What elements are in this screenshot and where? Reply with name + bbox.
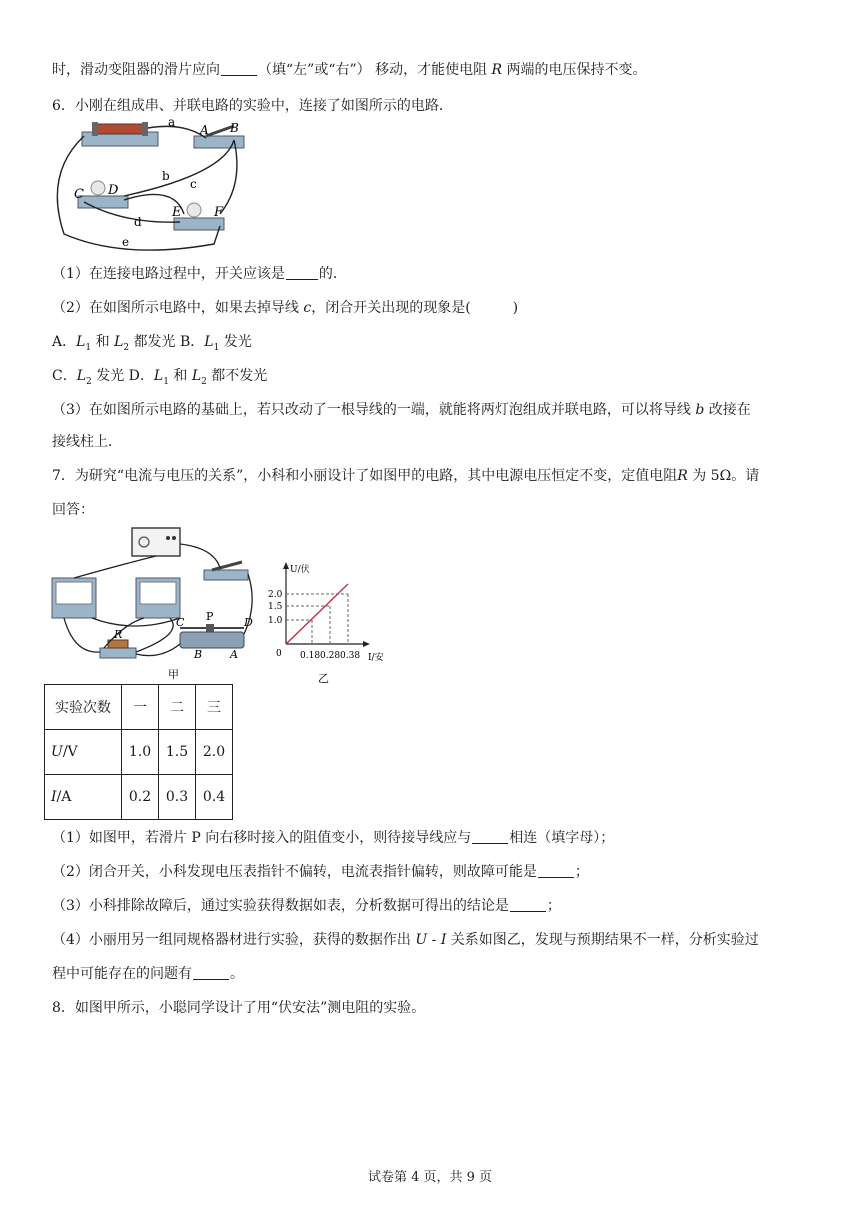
answer-blank: [472, 829, 508, 844]
label-R: R: [114, 628, 123, 641]
label-C: C: [74, 187, 84, 202]
table-cell: 1.0: [122, 730, 159, 775]
table-row-label: U/V: [45, 730, 122, 775]
table-header-cell: 三: [196, 685, 233, 730]
q7-data-table: [44, 684, 233, 820]
answer-blank: [193, 965, 229, 980]
graph-ylabel: U/伏: [290, 565, 310, 575]
label-c: c: [190, 177, 197, 191]
ytick: 2.0: [268, 590, 283, 600]
table-cell: 1.5: [159, 730, 196, 775]
table-cell: 0.4: [196, 775, 233, 820]
q7-part4-line2: 程中可能存在的问题有 。: [52, 966, 244, 982]
graph-origin: 0: [276, 649, 282, 659]
q6-part1: （1）在连接电路过程中，开关应该是 的．: [52, 266, 347, 282]
label-d: d: [134, 215, 142, 229]
q7-part2: （2）闭合开关，小科发现电压表指针不偏转，电流表指针偏转，则故障可能是 ；: [52, 864, 589, 880]
label-a: a: [168, 115, 176, 129]
xtick: 0.38: [340, 651, 361, 661]
table-cell: 0.2: [122, 775, 159, 820]
table-header-cell: 一: [122, 685, 159, 730]
label-D: D: [244, 616, 253, 629]
table-row: [45, 775, 233, 820]
caption-jia: 甲: [168, 668, 179, 681]
q6-options-ab: A．$L_1$ 和 $L_2$ 都发光 B．$L_1$ 发光: [52, 334, 252, 353]
q7-circuit-figure-jia: [44, 524, 260, 684]
q7-part1: （1）如图甲，若滑片 P 向右移时接入的阻值变小，则待接导线应与 相连（填字母）；: [52, 830, 615, 846]
q6-options-cd: C．$L_2$ 发光 D．$L_1$ 和 $L_2$ 都不发光: [52, 368, 268, 387]
table-row: [45, 730, 233, 775]
label-E: E: [172, 205, 182, 220]
xtick: 0.28: [320, 651, 341, 661]
q7-part4-line1: （4）小丽用另一组同规格器材进行实验，获得的数据作出 U - I 关系如图乙，发现与预期结果不一样，分析实验过: [52, 932, 759, 948]
label-A: A: [230, 648, 238, 661]
table-cell: 2.0: [196, 730, 233, 775]
q6-part3-line2: 接线柱上．: [52, 434, 122, 450]
ytick: 1.5: [268, 602, 283, 612]
q6-part2: （2）在如图所示电路中，如果去掉导线 c，闭合开关出现的现象是( ): [52, 300, 519, 316]
graph-xlabel: I/安: [368, 653, 384, 663]
label-F: F: [214, 205, 224, 220]
q8-stem: 8．如图甲所示，小聪同学设计了用“伏安法”测电阻的实验。: [52, 1000, 426, 1016]
caption-yi: 乙: [318, 672, 329, 685]
q7-graph-yi: [266, 560, 396, 686]
label-C: C: [176, 616, 185, 629]
ytick: 1.0: [268, 616, 283, 626]
label-P: P: [206, 610, 214, 623]
q6-part3-line1: （3）在如图所示电路的基础上，若只改动了一根导线的一端，就能将两灯泡组成并联电路，可以将导线 b 改接在: [52, 402, 751, 418]
xtick: 0.18: [300, 651, 321, 661]
answer-blank: [221, 61, 257, 76]
table-cell: 0.3: [159, 775, 196, 820]
table-header-cell: 二: [159, 685, 196, 730]
q7-part3: （3）小科排除故障后，通过实验获得数据如表，分析数据可得出的结论是 ；: [52, 898, 561, 914]
answer-blank: [510, 897, 546, 912]
label-D: D: [108, 183, 119, 198]
label-B: B: [230, 121, 239, 135]
q6-stem: 6．小刚在组成串、并联电路的实验中，连接了如图所示的电路．: [52, 98, 453, 114]
label-A: A: [200, 123, 209, 137]
table-row-label: I/A: [45, 775, 122, 820]
answer-blank: [286, 265, 318, 280]
page-footer: 试卷第 4 页，共 9 页: [367, 1170, 493, 1185]
label-B: B: [194, 648, 203, 661]
q5-tail-line: 时，滑动变阻器的滑片应向 （填“左”或“右”） 移动，才能使电阻 R 两端的电压保持不变。: [52, 62, 647, 78]
table-header-cell: 实验次数: [45, 685, 122, 730]
q6-circuit-figure: [44, 114, 424, 258]
label-b: b: [162, 169, 170, 183]
label-e: e: [122, 235, 130, 249]
table-row: [45, 685, 233, 730]
q7-stem-line1: 7．为研究“电流与电压的关系”，小科和小丽设计了如图甲的电路，其中电源电压恒定不变，定值电阻R 为 5Ω。请: [52, 468, 760, 484]
q7-stem-line2: 回答：: [52, 502, 94, 518]
answer-blank: [538, 863, 574, 878]
